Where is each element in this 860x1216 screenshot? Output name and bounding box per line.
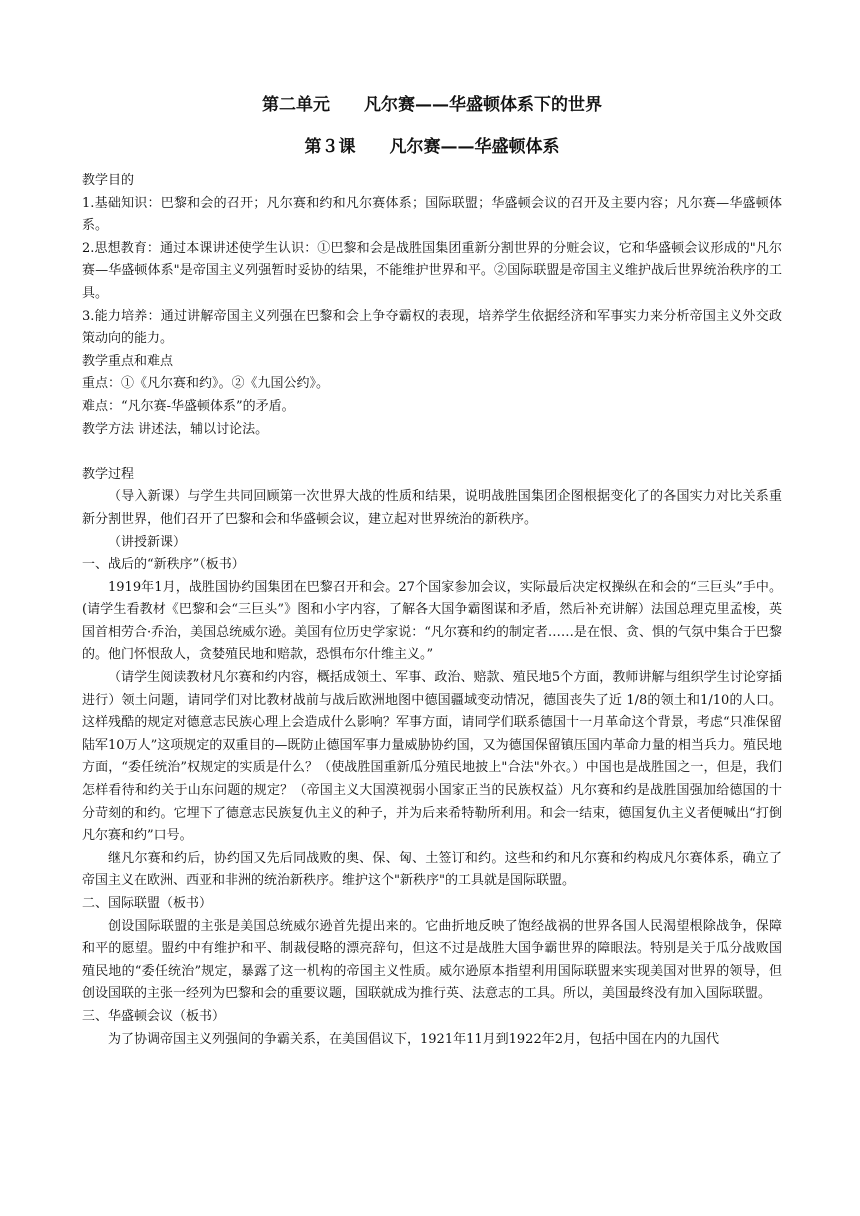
section-heading-new-order: 一、战后的“新秩序”（板书） (82, 557, 245, 573)
paragraph-ability-training: 3.能力培养：通过讲解帝国主义列强在巴黎和会上争夺霸权的表现，培养学生依据经济和军事实力来分析帝国主义外交政策动向的能力。 (82, 308, 782, 347)
paragraph-versailles-system: 继凡尔赛和约后，协约国又先后同战败的奥、保、匈、土签订和约。这些和约和凡尔赛和约构成凡尔赛体系，确立了帝国主义在欧洲、西亚和非洲的统治新秩序。维护这个"新秩序"的工具就是国际联盟。 (82, 850, 782, 889)
section-heading-league-of-nations: 二、国际联盟（板书） (82, 896, 213, 911)
heading-key-points: 教学重点和难点 (82, 353, 174, 369)
paragraph-versailles-treaty: （请学生阅读教材凡尔赛和约内容，概括成领土、军事、政治、赔款、殖民地5个方面，教师讲解与组织学生讨论穿插进行）领土问题，请同学们对比教材战前与战后欧洲地图中德国疆域变动情况，德国丧失了近 1/8的领土和1/10的人口。这样残酷的规定对德意志民族心理上会造成什么影响？军事方面，请同学们联系德国十一月革命这个背景，考虑“只准保留陆军10万人”这项规定的双重目的—既防止德国军事力量威胁协约国，又为德国保留镇压国内革命力量的相当兵力。殖民地方面，“委任统治”权规定的实质是什么？（使战胜国重新瓜分殖民地披上"合法"外衣。）中国也是战胜国之一，但是，我们怎样看待和约关于山东问题的规定？（帝国主义大国漠视弱小国家正当的民族权益）凡尔赛和约是战胜国强加给德国的十分苛刻的和约。它埋下了德意志民族复仇主义的种子，并为后来希特勒所利用。和会一结束，德国复仇主义者便喊出“打倒凡尔赛和约”口号。 (82, 670, 782, 844)
blank-line (82, 441, 782, 464)
document-body (82, 170, 782, 1051)
paragraph-washington-conference: 为了协调帝国主义列强间的争霸关系，在美国倡议下，1921年11月到1922年2月，包括中国在内的九国代 (108, 1031, 719, 1047)
paragraph-paris-conference: 1919年1月，战胜国协约国集团在巴黎召开和会。27个国家参加会议，实际最后决定权操纵在和会的“三巨头”手中。(请学生看教材《巴黎和会“三巨头”》图和小字内容，了解各大国争霸图谋和矛盾，然后补充讲解）法国总理克里孟梭，英国首相劳合·乔治，美国总统威尔逊。美国有位历史学家说：“凡尔赛和约的制定者……是在恨、贪、惧的气氛中集合于巴黎的。他门怀恨敌人，贪婪殖民地和赔款，恐惧布尔什维主义。” (82, 579, 782, 663)
paragraph-ideology-education: 2.思想教育：通过本课讲述使学生认识：①巴黎和会是战胜国集团重新分割世界的分赃会议，它和华盛顿会议形成的"凡尔赛—华盛顿体系"是帝国主义列强暂时妥协的结果，不能维护世界和平。②国际联盟是帝国主义维护战后世界统治秩序的工具。 (82, 240, 782, 301)
paragraph-basic-knowledge: 1.基础知识：巴黎和会的召开；凡尔赛和约和凡尔赛体系；国际联盟；华盛顿会议的召开及主要内容；凡尔赛—华盛顿体系。 (82, 195, 782, 234)
heading-teaching-process: 教学过程 (82, 466, 135, 482)
paragraph-league-of-nations: 创设国际联盟的主张是美国总统威尔逊首先提出来的。它曲折地反映了饱经战祸的世界各国人民渴望根除战争，保障和平的愿望。盟约中有维护和平、制裁侵略的漂亮辞句，但这不过是战胜大国争霸世界的障眼法。特别是关于瓜分战败国殖民地的“委任统治”规定，暴露了这一机构的帝国主义性质。威尔逊原本指望利用国际联盟来实现美国对世界的领导，但创设国联的主张一经列为巴黎和会的重要议题，国联就成为推行英、法意志的工具。所以，美国最终没有加入国际联盟。 (82, 918, 782, 1002)
paragraph-key-point: 重点：①《凡尔赛和约》。②《九国公约》。 (82, 376, 330, 392)
lesson-title: 第３课 凡尔赛——华盛顿体系 (304, 137, 560, 157)
paragraph-teaching-method: 教学方法 讲述法，辅以讨论法。 (82, 421, 269, 437)
paragraph-new-lesson: （讲授新课） (108, 534, 187, 550)
heading-teaching-goals: 教学目的 (82, 173, 135, 188)
paragraph-difficulty: 难点：“凡尔赛-华盛顿体系”的矛盾。 (82, 398, 295, 414)
document-page (82, 92, 782, 1051)
section-heading-washington-conference: 三、华盛顿会议（板书） (82, 1008, 226, 1024)
unit-title: 第二单元 凡尔赛——华盛顿体系下的世界 (262, 95, 602, 115)
paragraph-introduction: （导入新课）与学生共同回顾第一次世界大战的性质和结果，说明战胜国集团企图根据变化了的各国实力对比关系重新分割世界，他们召开了巴黎和会和华盛顿会议，建立起对世界统治的新秩序。 (82, 489, 782, 527)
